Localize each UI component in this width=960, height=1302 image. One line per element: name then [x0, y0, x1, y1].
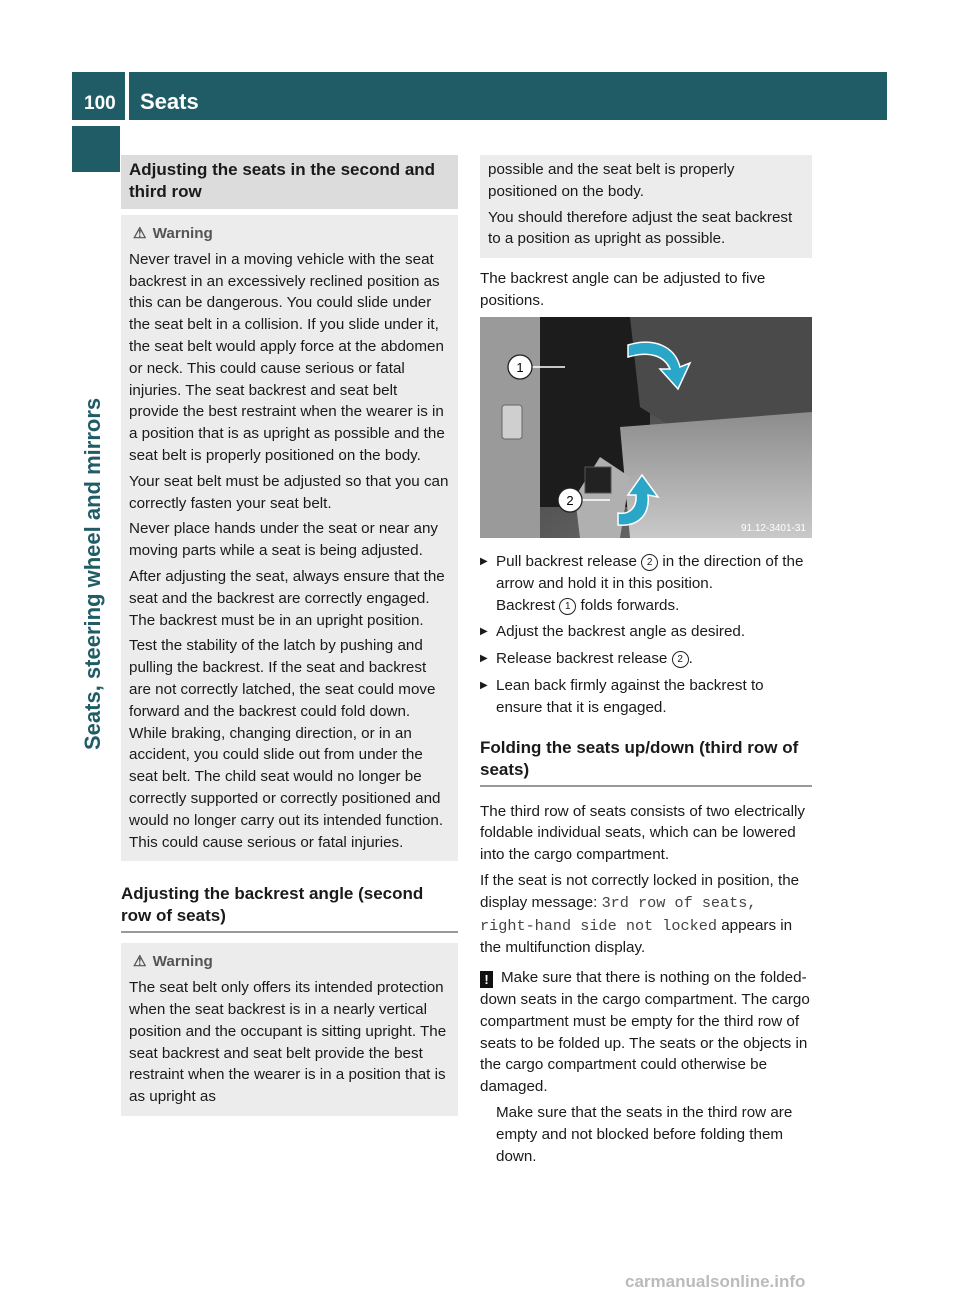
svg-text:2: 2 — [566, 493, 574, 508]
instruction-step: ▶ Release backrest release 2 . — [480, 648, 812, 670]
footer-watermark: carmanualsonline.info — [625, 1272, 806, 1291]
body-paragraph: If the seat is not correctly locked in position, the display message: 3rd row of seats, right-hand side not locked appears in the multifunction display. — [480, 871, 800, 957]
exclamation-icon: ! — [480, 971, 493, 988]
callout-2-icon: 2 — [641, 554, 658, 571]
warning-paragraph: Your seat belt must be adjusted so that you can correctly fasten your seat belt. — [129, 472, 449, 512]
instruction-step: ▶ Lean back firmly against the backrest to ensure that it is engaged. — [480, 675, 812, 719]
left-column — [121, 155, 458, 1116]
warning-paragraph: After adjusting the seat, always ensure that the seat and the backrest are correctly engaged. The backrest must be in an upright position. — [129, 567, 445, 629]
section-title-second-third-row: Adjusting the seats in the second and third row — [121, 155, 458, 209]
chapter-tab — [72, 126, 120, 172]
warning-title: Warning — [152, 225, 213, 242]
callout-1-icon: 1 — [559, 598, 576, 615]
display-message: 3rd row of seats, right-hand side not locked — [480, 893, 757, 935]
page-number: 100 — [84, 93, 116, 114]
right-column — [480, 155, 812, 316]
warning-paragraph: Never place hands under the seat or near any moving parts while a seat is being adjusted. — [129, 520, 439, 560]
instruction-step: ▶ Adjust the backrest angle as desired. — [480, 621, 812, 643]
callout-2-icon: 2 — [672, 651, 689, 668]
note-paragraph: Make sure that the seats in the third row are empty and not blocked before folding them down. — [496, 1103, 793, 1165]
warning-box-2 — [121, 943, 458, 1116]
svg-text:1: 1 — [516, 360, 524, 375]
warning-paragraph: The seat belt only offers its intended protection when the seat backrest is in a nearly vertical position and the occupant is sitting upright. The seat backrest and seat belt provide the best restraint when the wearer is in a position that is as upright as — [129, 979, 447, 1106]
warning-title: Warning — [152, 953, 213, 971]
svg-text:91.12-3401-31: 91.12-3401-31 — [740, 523, 806, 534]
warning-box-continued — [480, 155, 812, 258]
section-title-folding-seats: Folding the seats up/down (third row of seats) — [480, 737, 812, 787]
warning-box-1 — [121, 215, 458, 861]
warning-paragraph: Never travel in a moving vehicle with the seat backrest in an excessively reclined position as this can be dangerous. You could slide under the seat belt in a collision. If you slide under it, the seat belt would apply force at the abdomen or neck. This could cause serious or fatal injuries. The seat backrest and seat belt provide the best restraint when the wearer is in a position that is as upright as possible and the seat belt is properly positioned on the body. — [129, 250, 445, 464]
section-title-backrest-angle: Adjusting the backrest angle (second row of seats) — [121, 883, 458, 933]
page-title: Seats — [140, 89, 199, 114]
note-paragraph: ! Make sure that there is nothing on the folded-down seats in the cargo compartment. The cargo compartment must be empty for the third row of seats to be folded up. The seats or the objects in the cargo compartment could otherwise be damaged. — [480, 969, 810, 1096]
right-column-lower — [480, 551, 812, 1171]
warning-paragraph: possible and the seat belt is properly positioned on the body. — [488, 161, 735, 200]
backrest-photo — [480, 317, 812, 538]
body-paragraph: The third row of seats consists of two electrically foldable individual seats, which can be lowered into the cargo compartment. — [480, 802, 805, 864]
warning-triangle-icon: ⚠ — [133, 953, 147, 971]
instruction-step: ▶ Pull backrest release 2 in the direction of the arrow and hold it in this position. Backrest 1 folds forwards. — [480, 551, 812, 616]
header-divider — [125, 72, 129, 120]
warning-triangle-icon: ⚠ — [133, 225, 147, 242]
intro-paragraph: The backrest angle can be adjusted to five positions. — [480, 270, 766, 309]
warning-paragraph: Test the stability of the latch by pushing and pulling the backrest. If the seat and backrest are not correctly latched, the seat could move forward and the backrest could fold down. While braking, changing direction, or in an accident, you could slide out from under the seat belt. The child seat would no longer be correctly supported or correctly positioned and would no longer carry out its intended function. This could cause serious or fatal injuries. — [129, 637, 444, 851]
warning-paragraph: You should therefore adjust the seat backrest to a position as upright as possible. — [488, 208, 793, 248]
